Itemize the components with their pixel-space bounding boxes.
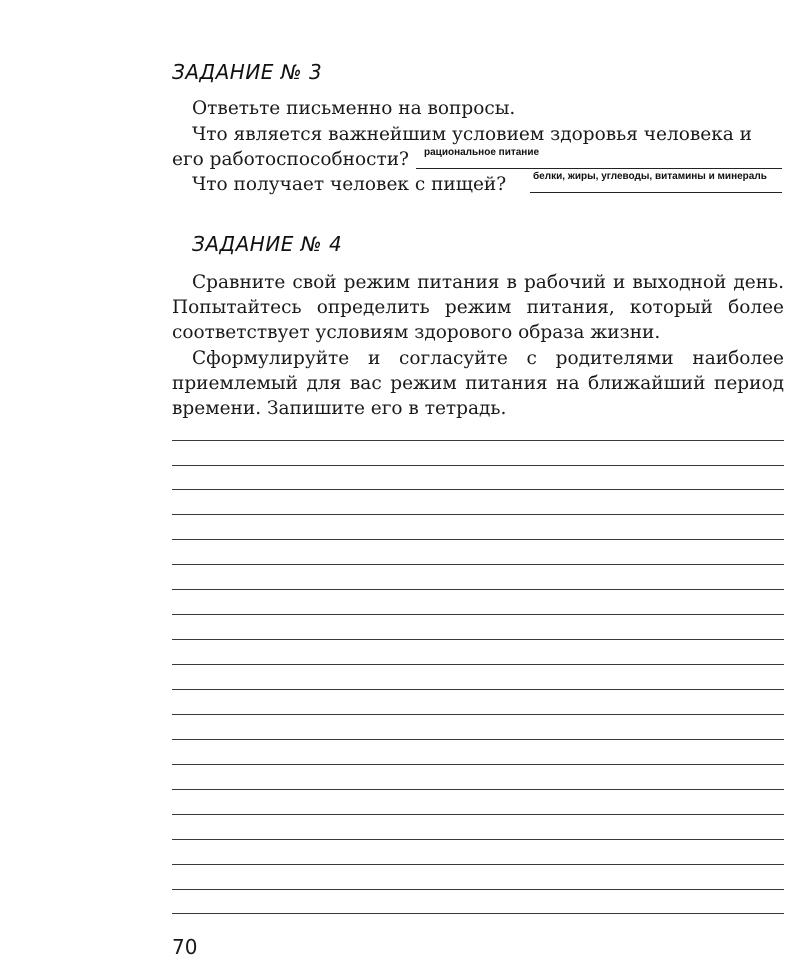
- writing-line: [172, 465, 784, 466]
- writing-line: [172, 889, 784, 890]
- writing-line: [172, 639, 784, 640]
- writing-line: [172, 714, 784, 715]
- writing-line: [172, 539, 784, 540]
- writing-line: [172, 440, 784, 441]
- task4-paragraph2: Сформулируйте и согласуйте с родителями наиболее приемлемый для вас режим питания на ближайший период времени. Запишите его в тетрадь.: [172, 348, 784, 419]
- writing-line: [172, 839, 784, 840]
- answer2-line: [530, 192, 782, 193]
- writing-line: [172, 614, 784, 615]
- task3-instruction: Ответьте письменно на вопросы.: [192, 98, 516, 119]
- writing-line: [172, 514, 784, 515]
- answer1-line: [416, 168, 782, 169]
- question1-line2: его работоспособности?: [172, 149, 409, 170]
- answer1-text: рациональное питание: [424, 147, 540, 158]
- answer2-text: белки, жиры, углеводы, витамины и минераль: [533, 171, 767, 182]
- writing-line: [172, 814, 784, 815]
- writing-line: [172, 864, 784, 865]
- page-number: 70: [172, 935, 198, 959]
- task4-paragraph1: Сравните свой режим питания в рабочий и выходной день. Попытайтесь определить режим питания, который более соответствует условиям здорового образа жизни.: [172, 272, 784, 343]
- task4-heading: ЗАДАНИЕ № 4: [192, 232, 343, 256]
- writing-line: [172, 589, 784, 590]
- writing-line: [172, 913, 784, 914]
- writing-line: [172, 564, 784, 565]
- question2: Что получает человек с пищей?: [192, 174, 507, 195]
- writing-line: [172, 789, 784, 790]
- writing-line: [172, 764, 784, 765]
- question1-line1: Что является важнейшим условием здоровья человека и: [192, 124, 753, 145]
- writing-line: [172, 664, 784, 665]
- task3-heading: ЗАДАНИЕ № 3: [172, 60, 323, 84]
- writing-line: [172, 739, 784, 740]
- writing-line: [172, 689, 784, 690]
- writing-line: [172, 489, 784, 490]
